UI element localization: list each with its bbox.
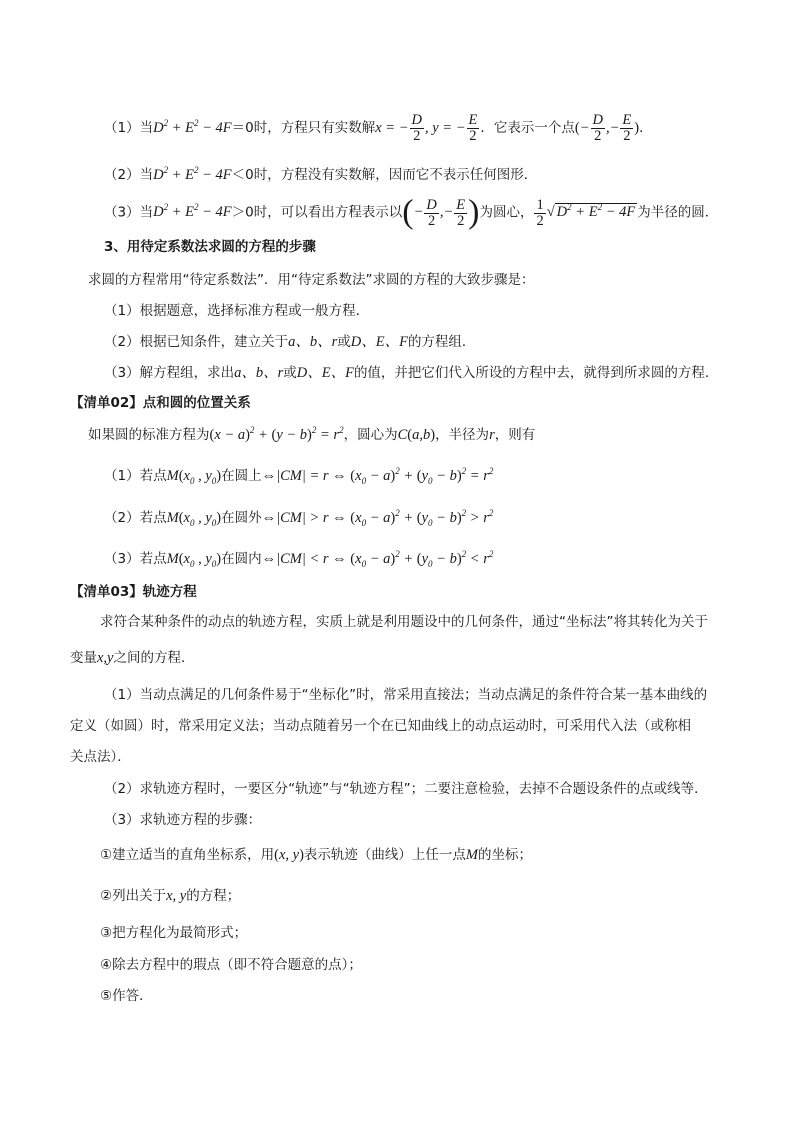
item-text: ．它表示一个点 <box>480 119 575 136</box>
list-03-item-1b: 定义（如圆）时，常采用定义法；当动点随着另一个在已知曲线上的动点运动时，可采用代入法（或称相 <box>70 718 691 734</box>
list-02-intro <box>88 425 535 445</box>
item-text: ． <box>639 119 653 136</box>
case-label: （1）若点 <box>104 468 167 484</box>
step-text: 的方程； <box>186 888 241 904</box>
intro-text: ，半径为 <box>435 427 490 443</box>
item-label: （2）当 <box>104 167 154 183</box>
list-03-title: 【清单03】轨迹方程 <box>70 584 197 600</box>
vars-def: D、E、F <box>350 334 408 350</box>
list-03-para-1: 求符合某种条件的动点的轨迹方程，实质上就是利用题设中的几何条件，通过“坐标法”将其转化为关于 <box>100 614 708 630</box>
position-outside-circle <box>104 508 493 528</box>
list-03-item-3: （3）求轨迹方程的步骤： <box>104 812 262 828</box>
locus-step-5: ⑤作答． <box>100 988 153 1004</box>
section-3-intro: 求圆的方程常用“待定系数法”．用“待定系数法”求圆的方程的大致步骤是： <box>88 272 535 288</box>
locus-step-4: ④除去方程中的瑕点（即不符合题意的点）； <box>100 957 362 973</box>
section-3-title: 3、用待定系数法求圆的方程的步骤 <box>104 239 316 255</box>
list-03-para-1b <box>70 648 195 668</box>
list-03-item-1c: 关点法）． <box>70 749 131 765</box>
discriminant-formula: $D^2 + E^2 - 4F$ <box>153 118 232 136</box>
item-text: ＜0时，方程没有实数解，因而它不表示任何图形． <box>231 167 538 183</box>
step-text: 的值，并把它们代入所设的方程中去，就得到所求圆的方程． <box>353 365 719 381</box>
list-03-item-2: （2）求轨迹方程时，一要区分“轨迹”与“轨迹方程”；二要注意检验，去掉不合题设条件的点或线等． <box>104 781 708 797</box>
case-text: 在圆内 <box>221 551 262 567</box>
condition-positive <box>104 196 718 230</box>
center-formula: (− $\frac{D}{2}$ ,− $\frac{E}{2}$ ) <box>402 194 480 231</box>
radius-formula: $\frac{1}{2}$ √ $D^2 + E^2 - 4F$ <box>536 196 636 229</box>
point-m-symbol: M <box>465 847 479 863</box>
item-label: （1）当 <box>104 119 154 136</box>
vars-xy: x, y <box>166 888 187 904</box>
section-3-step-1: （1）根据题意，选择标准方程或一般方程． <box>104 303 370 319</box>
on-circle-formula: ⇔|CM| = r ⇔ $(x_0 - a)^2 + (y_0 - b)^2 = r^2$ <box>261 466 494 486</box>
case-text: 在圆上 <box>221 468 262 484</box>
section-3-step-3 <box>104 363 718 383</box>
case-label: （3）若点 <box>104 551 167 567</box>
inside-circle-formula: ⇔|CM| < r ⇔ $(x_0 - a)^2 + (y_0 - b)^2 < r^2$ <box>261 549 494 569</box>
condition-zero <box>104 113 653 144</box>
intro-text: ，则有 <box>494 427 536 443</box>
locus-step-2 <box>100 886 240 906</box>
condition-negative <box>104 165 537 185</box>
point-xy: (x, y) <box>274 847 304 863</box>
point-m: $M(x_0$ , $y_0$) <box>166 468 222 486</box>
point-formula: (− $\frac{D}{2}$ ,− $\frac{E}{2}$ ) <box>574 112 640 144</box>
list-02-title: 【清单02】点和圆的位置关系 <box>70 395 251 411</box>
step-text: 或 <box>283 365 297 381</box>
list-03-item-1a: （1）当动点满足的几何条件易于“坐标化”时，常采用直接法；当动点满足的条件符合某一基本曲线的 <box>104 687 708 703</box>
case-label: （2）若点 <box>104 510 167 526</box>
intro-text: ，圆心为 <box>343 427 398 443</box>
point-m: $M(x_0$ , $y_0$) <box>166 551 222 569</box>
step-text: ②列出关于 <box>100 888 167 904</box>
outside-circle-formula: ⇔|CM| > r ⇔ $(x_0 - a)^2 + (y_0 - b)^2 > r^2$ <box>261 508 494 528</box>
section-3-step-2 <box>104 332 475 352</box>
case-text: 在圆外 <box>221 510 262 526</box>
para-text: 变量 <box>70 650 97 666</box>
intro-text: 如果圆的标准方程为 <box>88 427 210 443</box>
item-text: 为圆心， <box>479 204 534 221</box>
step-text: ①建立适当的直角坐标系，用 <box>100 847 275 863</box>
discriminant-formula: $D^2 + E^2 - 4F$ <box>153 165 232 183</box>
center-point: C(a,b) <box>397 427 436 443</box>
vars-abr: a、b、r <box>288 334 338 350</box>
item-text: ＞0时，可以看出方程表示以 <box>231 204 403 221</box>
step-text: 或 <box>337 334 351 350</box>
point-m: $M(x_0$ , $y_0$) <box>166 510 222 528</box>
locus-step-3: ③把方程化为最简形式； <box>100 925 248 941</box>
step-text: 表示轨迹（曲线）上任一点 <box>303 847 466 863</box>
position-inside-circle <box>104 549 493 569</box>
position-on-circle <box>104 466 493 486</box>
radius-symbol: r <box>489 427 495 443</box>
step-text: （2）根据已知条件，建立关于 <box>104 334 289 350</box>
step-text: 的方程组． <box>407 334 476 350</box>
item-text: ＝0时，方程只有实数解 <box>231 119 376 136</box>
discriminant-formula: $D^2 + E^2 - 4F$ <box>153 202 232 221</box>
solution-formula: x = − $\frac{D}{2}$ , y = − $\frac{E}{2}$ <box>375 112 478 144</box>
item-label: （3）当 <box>104 204 154 221</box>
circle-equation: $(x - a)^2 + (y - b)^2 = r^2$ <box>209 425 344 443</box>
locus-step-1 <box>100 845 532 865</box>
vars-abr: a、b、r <box>234 365 284 381</box>
item-text: 为半径的圆． <box>637 204 719 221</box>
step-text: （3）解方程组，求出 <box>104 365 235 381</box>
vars-def: D、E、F <box>296 365 354 381</box>
para-text: 之间的方程． <box>113 650 195 666</box>
vars-xy: x,y <box>97 650 114 666</box>
step-text: 的坐标； <box>478 847 533 863</box>
